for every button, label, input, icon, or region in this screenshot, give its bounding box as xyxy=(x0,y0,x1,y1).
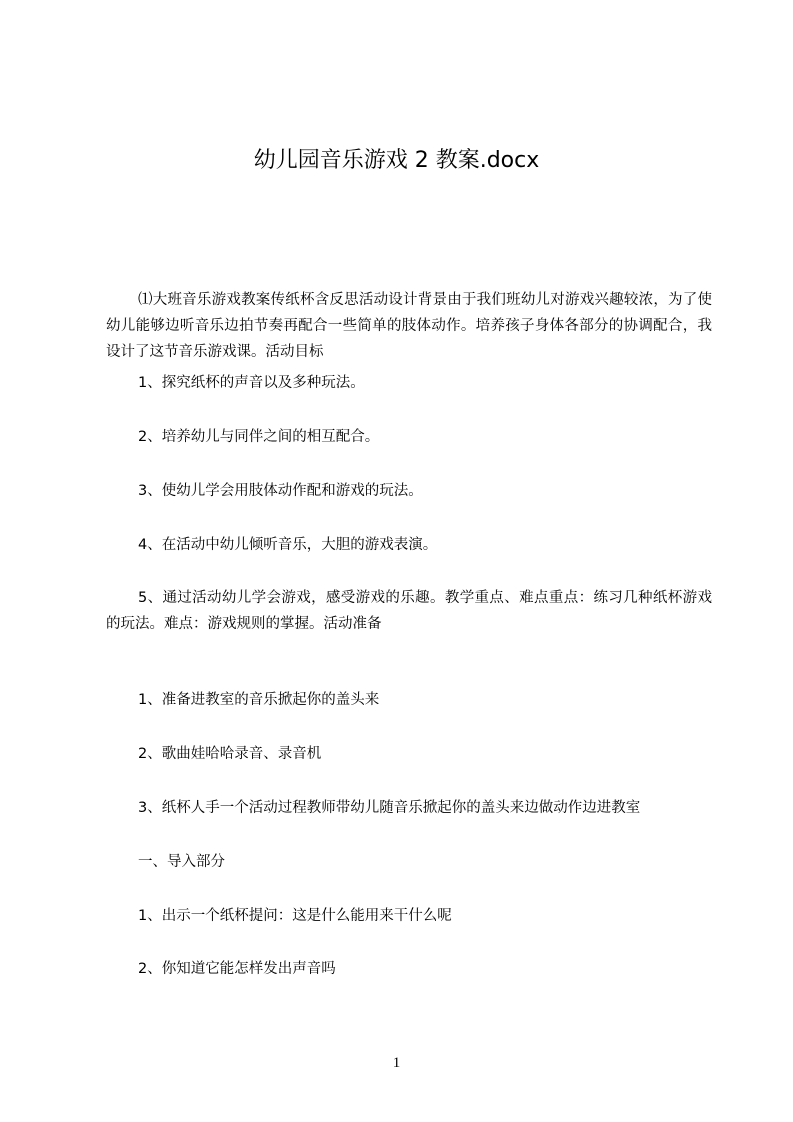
page-number: 1 xyxy=(392,1055,401,1071)
paragraph: 5、通过活动幼儿学会游戏，感受游戏的乐趣。教学重点、难点重点：练习几种纸杯游戏的玩法。难点：游戏规则的掌握。活动准备 xyxy=(106,590,712,632)
document-title: 幼儿园音乐游戏 2 教案.docx xyxy=(253,148,540,173)
paragraph: 3、使幼儿学会用肢体动作配和游戏的玩法。 xyxy=(138,483,423,499)
paragraph: 1、准备进教室的音乐掀起你的盖头来 xyxy=(138,692,380,708)
paragraph: 4、在活动中幼儿倾听音乐，大胆的游戏表演。 xyxy=(138,537,438,553)
paragraph-intro: ⑴大班音乐游戏教案传纸杯含反思活动设计背景由于我们班幼儿对游戏兴趣较浓，为了使幼儿能够边听音乐边拍节奏再配合一些简单的肢体动作。培养孩子身体各部分的协调配合，我设计了这节音乐游戏课。活动目标 xyxy=(106,292,712,360)
section-heading: 一、导入部分 xyxy=(138,854,225,870)
paragraph: 2、歌曲娃哈哈录音、录音机 xyxy=(138,746,322,762)
paragraph: 2、你知道它能怎样发出声音吗 xyxy=(138,961,336,977)
paragraph: 3、纸杯人手一个活动过程教师带幼儿随音乐掀起你的盖头来边做动作边进教室 xyxy=(138,800,641,816)
paragraph: 2、培养幼儿与同伴之间的相互配合。 xyxy=(138,429,380,445)
paragraph: 1、探究纸杯的声音以及多种玩法。 xyxy=(138,375,365,391)
paragraph: 1、出示一个纸杯提问：这是什么能用来干什么呢 xyxy=(138,908,452,924)
